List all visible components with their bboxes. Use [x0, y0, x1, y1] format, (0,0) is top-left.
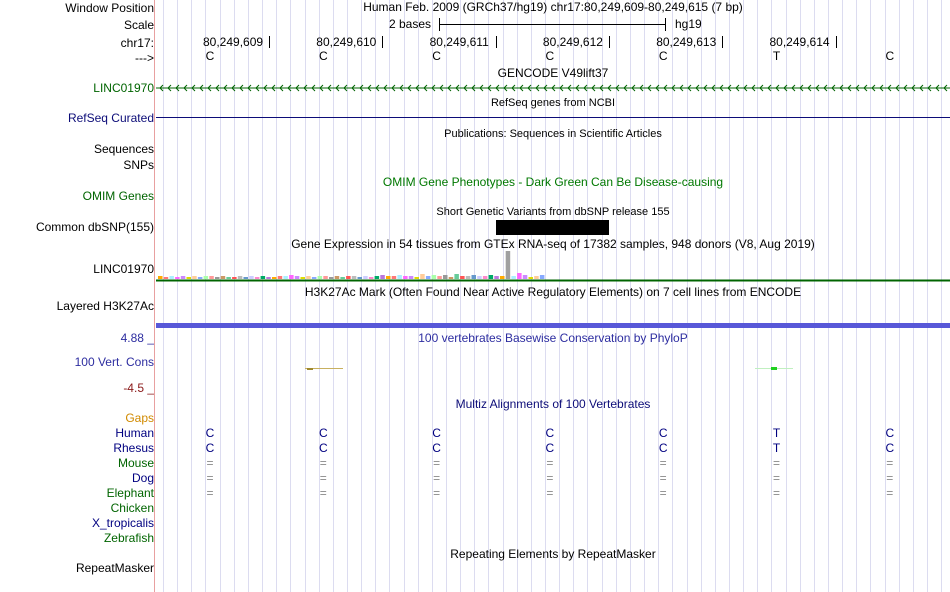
strand-label[interactable]: --->	[135, 51, 154, 65]
gtex-tissue-bar[interactable]	[437, 276, 442, 279]
alignment-match-mark: =	[206, 471, 214, 485]
gtex-tissue-bar[interactable]	[380, 275, 385, 279]
gtex-tissue-bar[interactable]	[426, 276, 431, 279]
coordinate-tick	[609, 36, 610, 48]
cons-min-label: -4.5 _	[123, 381, 154, 395]
species-label-x_tropicalis[interactable]: X_tropicalis	[91, 516, 154, 530]
human-base: C	[545, 426, 555, 440]
h3k27ac-signal-bar[interactable]	[156, 323, 950, 328]
gtex-tissue-bar[interactable]	[392, 276, 397, 279]
reference-base: C	[205, 49, 215, 63]
gtex-tissue-bar[interactable]	[323, 276, 328, 279]
gtex-tissue-bar[interactable]	[238, 276, 243, 279]
species-label-rhesus[interactable]: Rhesus	[113, 441, 154, 455]
gtex-tissue-bar[interactable]	[255, 277, 260, 279]
species-label-elephant[interactable]: Elephant	[106, 486, 154, 500]
gtex-tissue-bar[interactable]	[209, 276, 214, 279]
gtex-tissue-bar[interactable]	[489, 275, 494, 279]
coordinate-tick	[722, 36, 723, 48]
gtex-title: Gene Expression in 54 tissues from GTEx RNA-seq of 17382 samples, 948 donors (V8, Aug 2019)	[291, 237, 815, 251]
gtex-tissue-bar[interactable]	[266, 277, 271, 279]
alignment-match-mark: =	[886, 456, 894, 470]
rhesus-base: T	[772, 441, 781, 455]
track-label-refseq[interactable]: RefSeq Curated	[67, 111, 154, 125]
coordinate-label: 80,249,613	[656, 35, 717, 49]
track-label-sequences[interactable]: Sequences	[93, 142, 154, 156]
gtex-tissue-bar[interactable]	[198, 277, 203, 279]
gtex-tissue-bar[interactable]	[483, 276, 488, 279]
gtex-tissue-bar[interactable]	[215, 277, 220, 279]
gtex-tissue-bar[interactable]	[477, 276, 482, 279]
scale-text: 2 bases	[389, 17, 432, 31]
alignment-match-mark: =	[319, 486, 327, 500]
alignment-match-mark: =	[772, 456, 780, 470]
gtex-tissue-bar[interactable]	[443, 275, 448, 279]
track-label-gaps[interactable]: Gaps	[125, 411, 154, 425]
human-base: T	[772, 426, 781, 440]
species-label-dog[interactable]: Dog	[131, 471, 154, 485]
alignment-match-mark: =	[433, 456, 441, 470]
species-label-zebrafish[interactable]: Zebrafish	[103, 531, 154, 545]
gtex-tissue-bar[interactable]	[369, 277, 374, 279]
alignment-match-mark: =	[206, 486, 214, 500]
browser-image[interactable]	[156, 0, 950, 592]
scale-bar-start	[439, 18, 440, 31]
species-label-human[interactable]: Human	[115, 426, 154, 440]
gtex-tissue-bar[interactable]	[517, 273, 522, 279]
gtex-tissue-bar[interactable]	[397, 275, 402, 279]
phylop-signal-1-peak	[307, 368, 313, 370]
phylop-signal-2-peak	[771, 367, 777, 370]
refseq-gene-line[interactable]	[156, 117, 950, 118]
alignment-match-mark: =	[659, 471, 667, 485]
track-label-dbsnp[interactable]: Common dbSNP(155)	[35, 220, 154, 234]
coordinate-tick	[382, 36, 383, 48]
gtex-tissue-bar[interactable]	[312, 277, 317, 279]
omim-title: OMIM Gene Phenotypes - Dark Green Can Be Disease-causing	[382, 175, 724, 189]
gtex-tissue-bar[interactable]	[192, 276, 197, 279]
publications-title: Publications: Sequences in Scientific Articles	[444, 128, 662, 140]
rhesus-base: C	[432, 441, 441, 455]
gtex-tissue-bar[interactable]	[511, 276, 516, 279]
coordinate-label: 80,249,614	[769, 35, 830, 49]
coordinate-label: 80,249,610	[316, 35, 377, 49]
track-label-cons[interactable]: 100 Vert. Cons	[74, 355, 154, 369]
track-label-snps[interactable]: SNPs	[123, 158, 154, 172]
gtex-tissue-bar[interactable]	[472, 275, 477, 279]
gtex-tissue-bar[interactable]	[340, 277, 345, 279]
left-border	[154, 0, 155, 592]
coordinate-label: 80,249,609	[203, 35, 264, 49]
reference-base: C	[658, 49, 668, 63]
position-text: Human Feb. 2009 (GRCh37/hg19) chr17:80,249,609-80,249,615 (7 bp)	[363, 0, 743, 14]
alignment-match-mark: =	[772, 471, 780, 485]
gtex-tissue-bar[interactable]	[409, 276, 414, 279]
alignment-match-mark: =	[319, 456, 327, 470]
multiz-title: Multiz Alignments of 100 Vertebrates	[455, 397, 651, 411]
gtex-tissue-bar[interactable]	[306, 276, 311, 279]
gtex-tissue-bar[interactable]	[494, 276, 499, 279]
alignment-match-mark: =	[546, 456, 554, 470]
human-base: C	[432, 426, 441, 440]
gtex-tissue-bar[interactable]	[158, 276, 163, 279]
gtex-tissue-bar[interactable]	[506, 251, 511, 279]
coordinate-tick	[496, 36, 497, 48]
gtex-tissue-bar[interactable]	[540, 275, 545, 279]
gtex-tissue-bar[interactable]	[403, 276, 408, 279]
rhesus-base: C	[658, 441, 668, 455]
repeat-title: Repeating Elements by RepeatMasker	[450, 547, 656, 561]
gtex-tissue-bar[interactable]	[169, 276, 174, 279]
gtex-tissue-bar[interactable]	[529, 277, 534, 279]
reference-base: C	[318, 49, 328, 63]
gtex-tissue-bar[interactable]	[358, 277, 363, 279]
gtex-tissue-bar[interactable]	[318, 276, 323, 279]
coordinate-tick	[836, 36, 837, 48]
gene-strand-line[interactable]	[156, 82, 950, 94]
gtex-tissue-bar[interactable]	[204, 276, 209, 279]
gtex-tissue-bar[interactable]	[346, 276, 351, 279]
human-base: C	[205, 426, 215, 440]
cons-max-label: 4.88 _	[120, 331, 154, 345]
gtex-tissue-bar[interactable]	[272, 277, 277, 279]
gtex-tissue-bar[interactable]	[363, 276, 368, 279]
species-label-chicken[interactable]: Chicken	[110, 501, 154, 515]
track-label-h3k27ac[interactable]: Layered H3K27Ac	[56, 299, 154, 313]
gtex-tissue-bar[interactable]	[221, 276, 226, 279]
reference-base: C	[545, 49, 555, 63]
gtex-tissue-bar[interactable]	[500, 276, 505, 279]
gtex-tissue-bar[interactable]	[164, 277, 169, 279]
alignment-match-mark: =	[433, 471, 441, 485]
gtex-tissue-bar[interactable]	[329, 277, 334, 279]
alignment-match-mark: =	[206, 456, 214, 470]
species-label-mouse[interactable]: Mouse	[117, 456, 154, 470]
human-base: C	[658, 426, 668, 440]
gtex-tissue-bar[interactable]	[449, 277, 454, 279]
alignment-match-mark: =	[319, 471, 327, 485]
track-label-repeatmasker[interactable]: RepeatMasker	[75, 561, 154, 575]
gtex-tissue-bar[interactable]	[249, 276, 254, 279]
coordinate-label: 80,249,612	[542, 35, 603, 49]
gtex-tissue-bar[interactable]	[534, 276, 539, 279]
gtex-tissue-bar[interactable]	[335, 276, 340, 279]
human-base: C	[318, 426, 328, 440]
gtex-tissue-bar[interactable]	[244, 277, 249, 279]
scale-bar-end	[665, 18, 666, 31]
scale-db: hg19	[675, 17, 702, 31]
alignment-match-mark: =	[659, 456, 667, 470]
h3k27ac-title: H3K27Ac Mark (Often Found Near Active Regulatory Elements) on 7 cell lines from ENCODE	[304, 285, 802, 299]
gtex-tissue-bar[interactable]	[386, 276, 391, 279]
track-label-linc01970[interactable]: LINC01970	[93, 81, 154, 95]
coordinate-tick	[269, 36, 270, 48]
gtex-tissue-bar[interactable]	[460, 276, 465, 279]
chrom-label: chr17:	[120, 36, 154, 50]
gtex-tissue-bar[interactable]	[523, 275, 528, 279]
gtex-tissue-bar[interactable]	[352, 276, 357, 279]
gtex-tissue-bar[interactable]	[289, 275, 294, 279]
alignment-match-mark: =	[772, 486, 780, 500]
gtex-tissue-bar[interactable]	[175, 277, 180, 279]
gtex-tissue-bar[interactable]	[261, 276, 266, 279]
gtex-tissue-bar[interactable]	[278, 276, 283, 279]
rhesus-base: C	[885, 441, 895, 455]
gtex-tissue-bar[interactable]	[295, 276, 300, 279]
gtex-tissue-bar[interactable]	[187, 277, 192, 279]
track-label-gtex[interactable]: LINC01970	[93, 262, 154, 276]
scale-label: Scale	[123, 18, 154, 32]
gtex-tissue-bar[interactable]	[301, 277, 306, 279]
gencode-title: GENCODE V49lift37	[497, 66, 609, 80]
window-position-label: Window Position	[65, 1, 154, 15]
gtex-tissue-bar[interactable]	[375, 276, 380, 279]
coordinate-label: 80,249,611	[429, 35, 489, 49]
alignment-match-mark: =	[546, 486, 554, 500]
alignment-match-mark: =	[886, 486, 894, 500]
phylop-title: 100 vertebrates Basewise Conservation by PhyloP	[418, 331, 688, 345]
alignment-match-mark: =	[546, 471, 554, 485]
gtex-tissue-bar[interactable]	[283, 276, 288, 279]
gtex-tissue-bar[interactable]	[181, 276, 186, 279]
reference-base: T	[772, 49, 781, 63]
gtex-tissue-bar[interactable]	[232, 277, 237, 279]
rhesus-base: C	[545, 441, 555, 455]
reference-base: C	[885, 49, 895, 63]
alignment-match-mark: =	[659, 486, 667, 500]
dbsnp-variant-block[interactable]	[496, 220, 609, 235]
track-label-omim[interactable]: OMIM Genes	[82, 189, 154, 203]
scale-bar	[439, 24, 666, 25]
human-base: C	[885, 426, 895, 440]
reference-base: C	[432, 49, 441, 63]
gtex-tissue-bar[interactable]	[466, 276, 471, 279]
gtex-tissue-bar[interactable]	[420, 274, 425, 279]
alignment-match-mark: =	[886, 471, 894, 485]
alignment-match-mark: =	[433, 486, 441, 500]
rhesus-base: C	[318, 441, 328, 455]
gtex-expression-bars[interactable]	[156, 250, 950, 284]
dbsnp-title: Short Genetic Variants from dbSNP release 155	[436, 206, 670, 218]
gtex-tissue-bar[interactable]	[415, 277, 420, 279]
refseq-title: RefSeq genes from NCBI	[490, 97, 616, 109]
gtex-tissue-bar[interactable]	[454, 274, 459, 279]
gtex-tissue-bar[interactable]	[226, 277, 231, 279]
gtex-tissue-bar[interactable]	[432, 275, 437, 279]
rhesus-base: C	[205, 441, 215, 455]
